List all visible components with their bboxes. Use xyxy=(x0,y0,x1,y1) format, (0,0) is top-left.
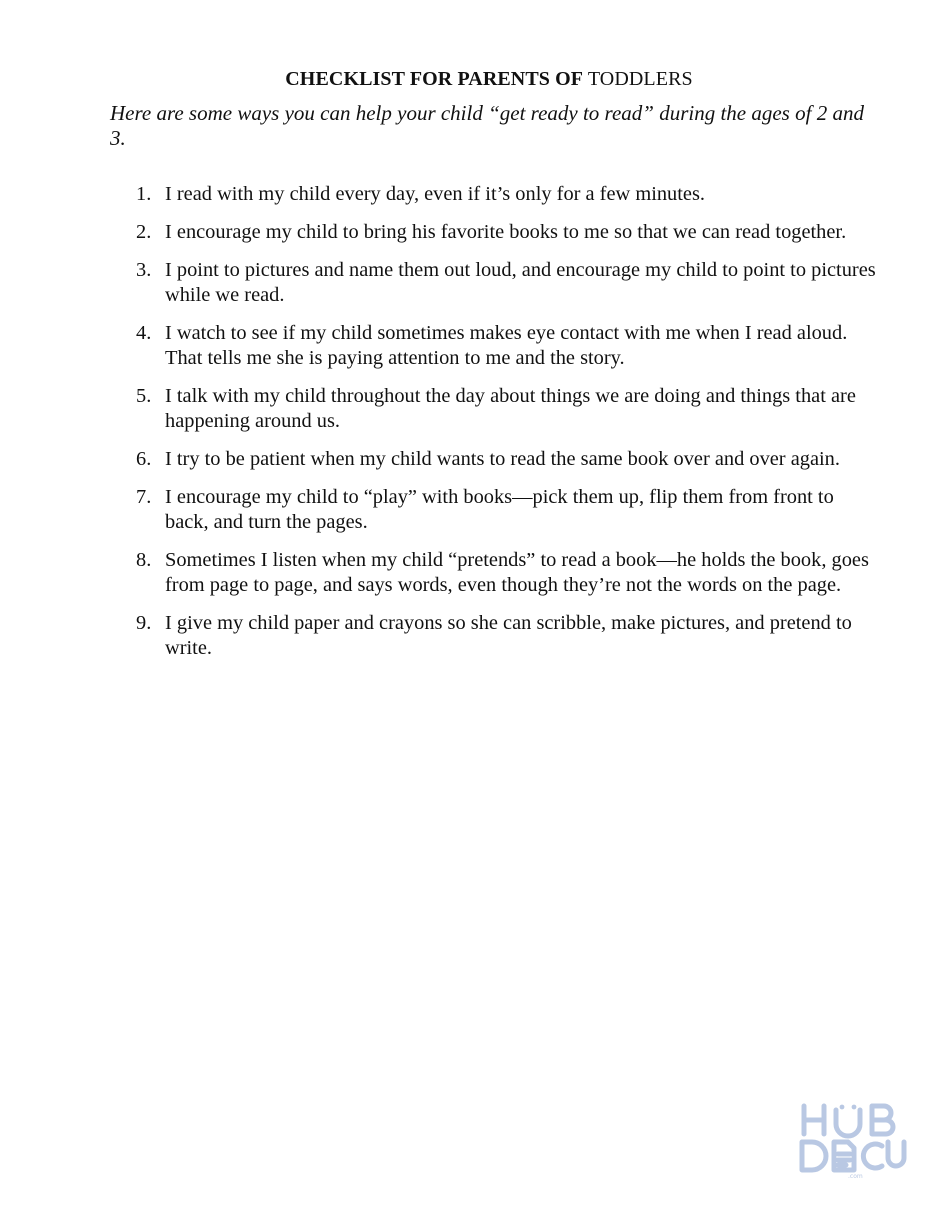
item-number: 7. xyxy=(136,486,152,508)
item-text: Sometimes I listen when my child “pretends” to read a book—he holds the book, goes from page to page, and says words, even though they’re not the words on the page. xyxy=(165,549,869,596)
item-number: 5. xyxy=(136,385,152,407)
list-item xyxy=(110,220,880,245)
title-bold-part: CHECKLIST FOR PARENTS OF xyxy=(285,68,584,90)
item-number: 6. xyxy=(136,448,152,470)
list-item xyxy=(110,321,880,371)
list-item xyxy=(110,485,880,535)
list-item xyxy=(110,611,880,661)
hubdocu-watermark-logo xyxy=(796,1098,908,1180)
item-text: I give my child paper and crayons so she can scribble, make pictures, and pretend to write. xyxy=(165,612,852,659)
item-text: I point to pictures and name them out loud, and encourage my child to point to pictures while we read. xyxy=(165,259,876,306)
page-title xyxy=(0,66,935,92)
list-item xyxy=(110,384,880,434)
item-number: 8. xyxy=(136,549,152,571)
item-text: I watch to see if my child sometimes makes eye contact with me when I read aloud. That tells me she is paying attention to me and the story. xyxy=(165,322,848,369)
item-number: 9. xyxy=(136,612,152,634)
title-regular-part: TODDLERS xyxy=(587,68,693,90)
list-item xyxy=(110,447,880,472)
checklist xyxy=(110,182,880,674)
list-item xyxy=(110,548,880,598)
svg-text:.com: .com xyxy=(848,1173,863,1180)
item-text: I read with my child every day, even if it’s only for a few minutes. xyxy=(165,183,706,205)
item-text: I talk with my child throughout the day about things we are doing and things that are happening around us. xyxy=(165,385,856,432)
item-number: 3. xyxy=(136,259,152,281)
item-text: I encourage my child to bring his favorite books to me so that we can read together. xyxy=(165,221,847,243)
item-text: I encourage my child to “play” with books—pick them up, flip them from front to back, and turn the pages. xyxy=(165,486,834,533)
intro-paragraph: Here are some ways you can help your child “get ready to read” during the ages of 2 and 3. xyxy=(110,101,864,150)
item-text: I try to be patient when my child wants to read the same book over and over again. xyxy=(165,448,840,470)
item-number: 1. xyxy=(136,183,152,205)
item-number: 2. xyxy=(136,221,152,243)
item-number: 4. xyxy=(136,322,152,344)
list-item xyxy=(110,258,880,308)
list-item xyxy=(110,182,880,207)
